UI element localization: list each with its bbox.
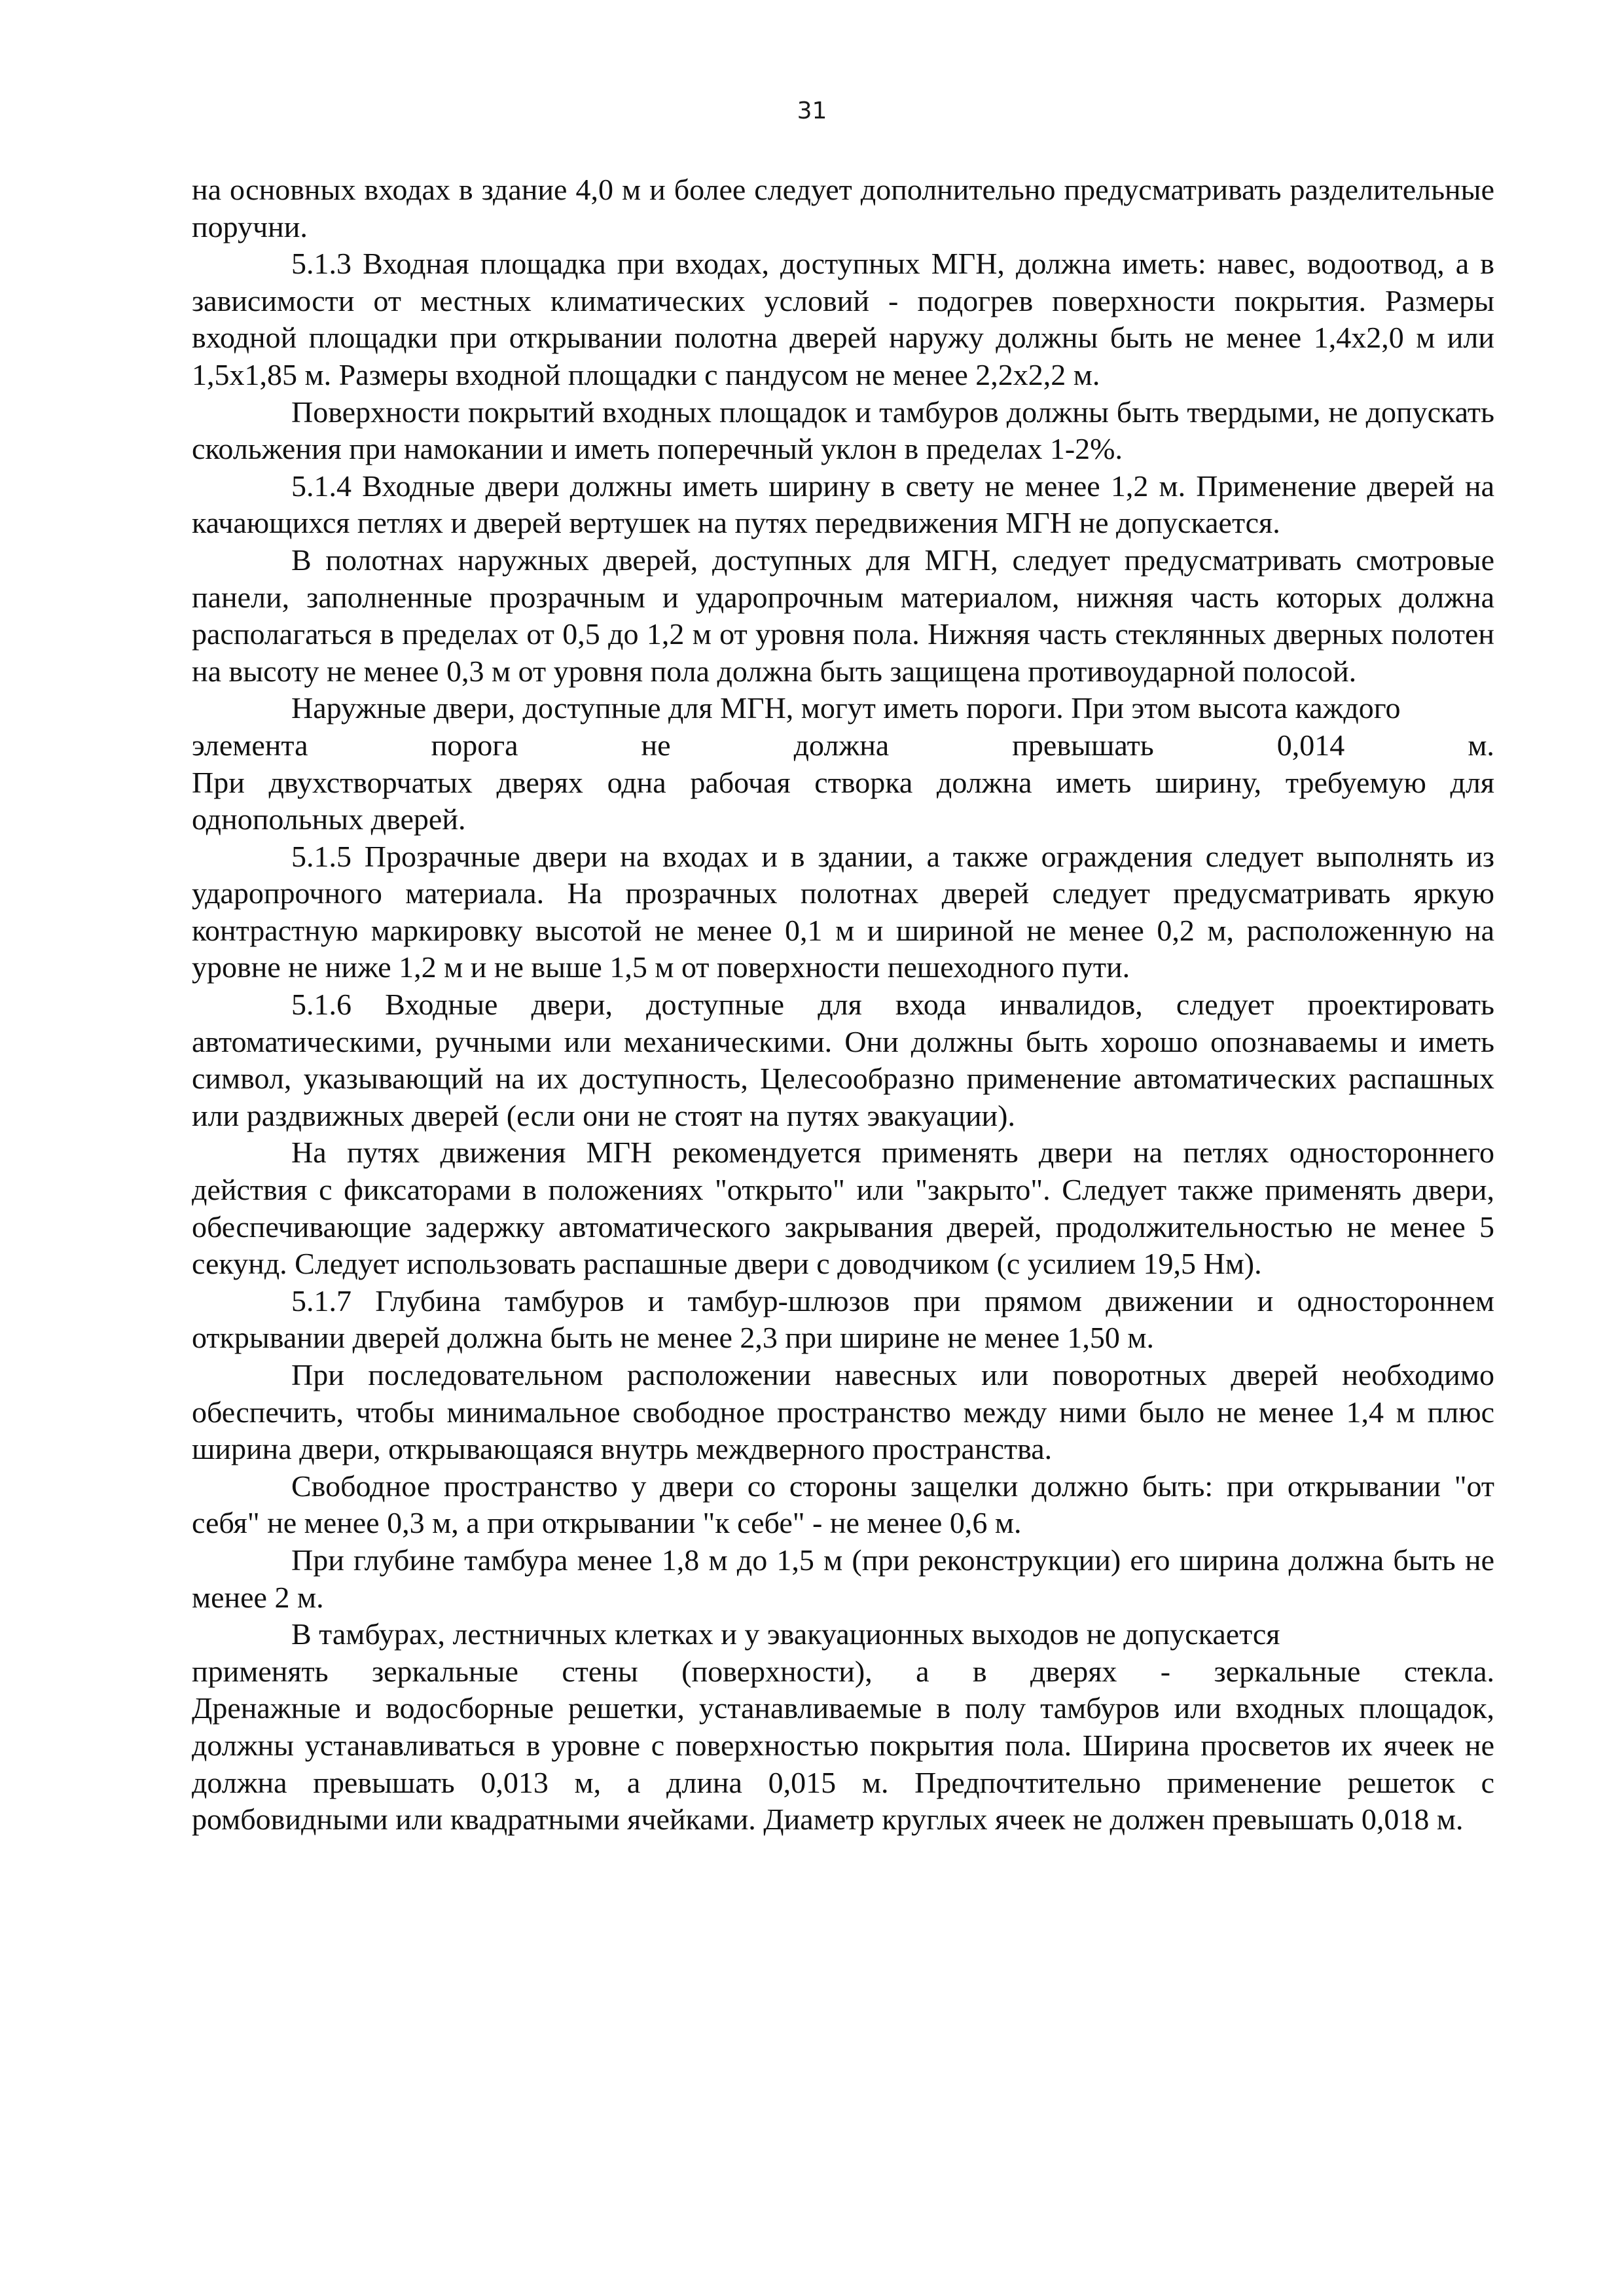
paragraph: Наружные двери, доступные для МГН, могут иметь пороги. При этом высота каждого (291, 691, 1401, 725)
spread-line (192, 727, 1494, 764)
paragraph-5-1-3: 5.1.3 Входная площадка при входах, доступных МГН, должна иметь: навес, водоотвод, а в зависимости от местных климатических условий - подогрев поверхности покрытия. Размеры входной площадки при открывании полотна дверей наружу должны быть не менее 1,4х2,0 м или 1,5х1,85 м. Размеры входной площадки с пандусом не менее 2,2х2,2 м. (192, 247, 1494, 391)
word: превышать (1012, 728, 1154, 762)
paragraph: Поверхности покрытий входных площадок и тамбуров должны быть твердыми, не допускать скольжения при намокании и иметь поперечный уклон в пределах 1-2%. (192, 395, 1494, 466)
paragraph: В тамбурах, лестничных клетках и у эвакуационных выходов не допускается (291, 1617, 1280, 1651)
paragraph-5-1-5: 5.1.5 Прозрачные двери на входах и в здании, а также ограждения следует выполнять из ударопрочного материала. На прозрачных полотнах дверей следует предусматривать яркую контрастную маркировку высотой не менее 0,1 м и шириной не менее 0,2 м, расположенную на уровне не ниже 1,2 м и не выше 1,5 м от поверхности пешеходного пути. (192, 839, 1494, 984)
paragraph: При глубине тамбура менее 1,8 м до 1,5 м (при реконструкции) его ширина должна быть не менее 2 м. (192, 1543, 1494, 1614)
word: не (641, 728, 671, 762)
paragraph: В полотнах наружных дверей, доступных для МГН, следует предусматривать смотровые панели, заполненные прозрачным и ударопрочным материалом, нижняя часть которых должна располагаться в пределах от 0,5 до 1,2 м от уровня пола. Нижняя часть стеклянных дверных полотен на высоту не менее 0,3 м от уровня пола должна быть защищена противоударной полосой. (192, 543, 1494, 688)
paragraph: Свободное пространство у двери со стороны защелки должно быть: при открывании "от себя" не менее 0,3 м, а при открывании "к себе" - не менее 0,6 м. (192, 1469, 1494, 1540)
word: м. (1468, 728, 1494, 762)
paragraph: Дренажные и водосборные решетки, устанавливаемые в полу тамбуров или входных площадок, должны устанавливаться в уровне с поверхностью покрытия пола. Ширина просветов их ячеек не должна превышать 0,013 м, а длина 0,015 м. Предпочтительно применение решеток с ромбовидными или квадратными ячейками. Диаметр круглых ячеек не должен превышать 0,018 м. (192, 1691, 1494, 1837)
paragraph: На путях движения МГН рекомендуется применять двери на петлях одностороннего действия с фиксаторами в положениях "открыто" или "закрыто". Следует также применять двери, обеспечивающие задержку автоматического закрывания дверей, продолжительностью не менее 5 секунд. Следует использовать распашные двери с доводчиком (с усилием 19,5 Нм). (192, 1136, 1494, 1281)
paragraph: При двухстворчатых дверях одна рабочая створка должна иметь ширину, требуемую для однопольных дверей. (192, 765, 1494, 836)
page-body (192, 171, 1494, 1839)
paragraph-5-1-7: 5.1.7 Глубина тамбуров и тамбур-шлюзов при прямом движении и одностороннем открывании дверей должна быть не менее 2,3 при ширине не менее 1,50 м. (192, 1283, 1494, 1355)
paragraph-5-1-6: 5.1.6 Входные двери, доступные для входа инвалидов, следует проектировать автоматическими, ручными или механическими. Они должны быть хорошо опознаваемы и иметь символ, указывающий на их доступность, Целесообразно применение автоматических распашных или раздвижных дверей (если они не стоят на путях эвакуации). (192, 988, 1494, 1132)
word: элемента (192, 728, 308, 762)
page-number: 31 (797, 98, 827, 124)
paragraph: на основных входах в здание 4,0 м и более следует дополнительно предусматривать разделительные поручни. (192, 173, 1494, 243)
paragraph: При последовательном расположении навесных или поворотных дверей необходимо обеспечить, чтобы минимальное свободное пространство между ними было не менее 1,4 м плюс ширина двери, открывающаяся внутрь междверного пространства. (192, 1358, 1494, 1466)
word: порога (431, 728, 518, 762)
word: 0,014 (1276, 728, 1345, 762)
paragraph-line: применять зеркальные стены (поверхности), а в дверях - зеркальные стекла. (192, 1654, 1494, 1688)
paragraph-5-1-4: 5.1.4 Входные двери должны иметь ширину в свету не менее 1,2 м. Применение дверей на качающихся петлях и дверей вертушек на путях передвижения МГН не допускается. (192, 469, 1494, 540)
word: должна (793, 728, 890, 762)
